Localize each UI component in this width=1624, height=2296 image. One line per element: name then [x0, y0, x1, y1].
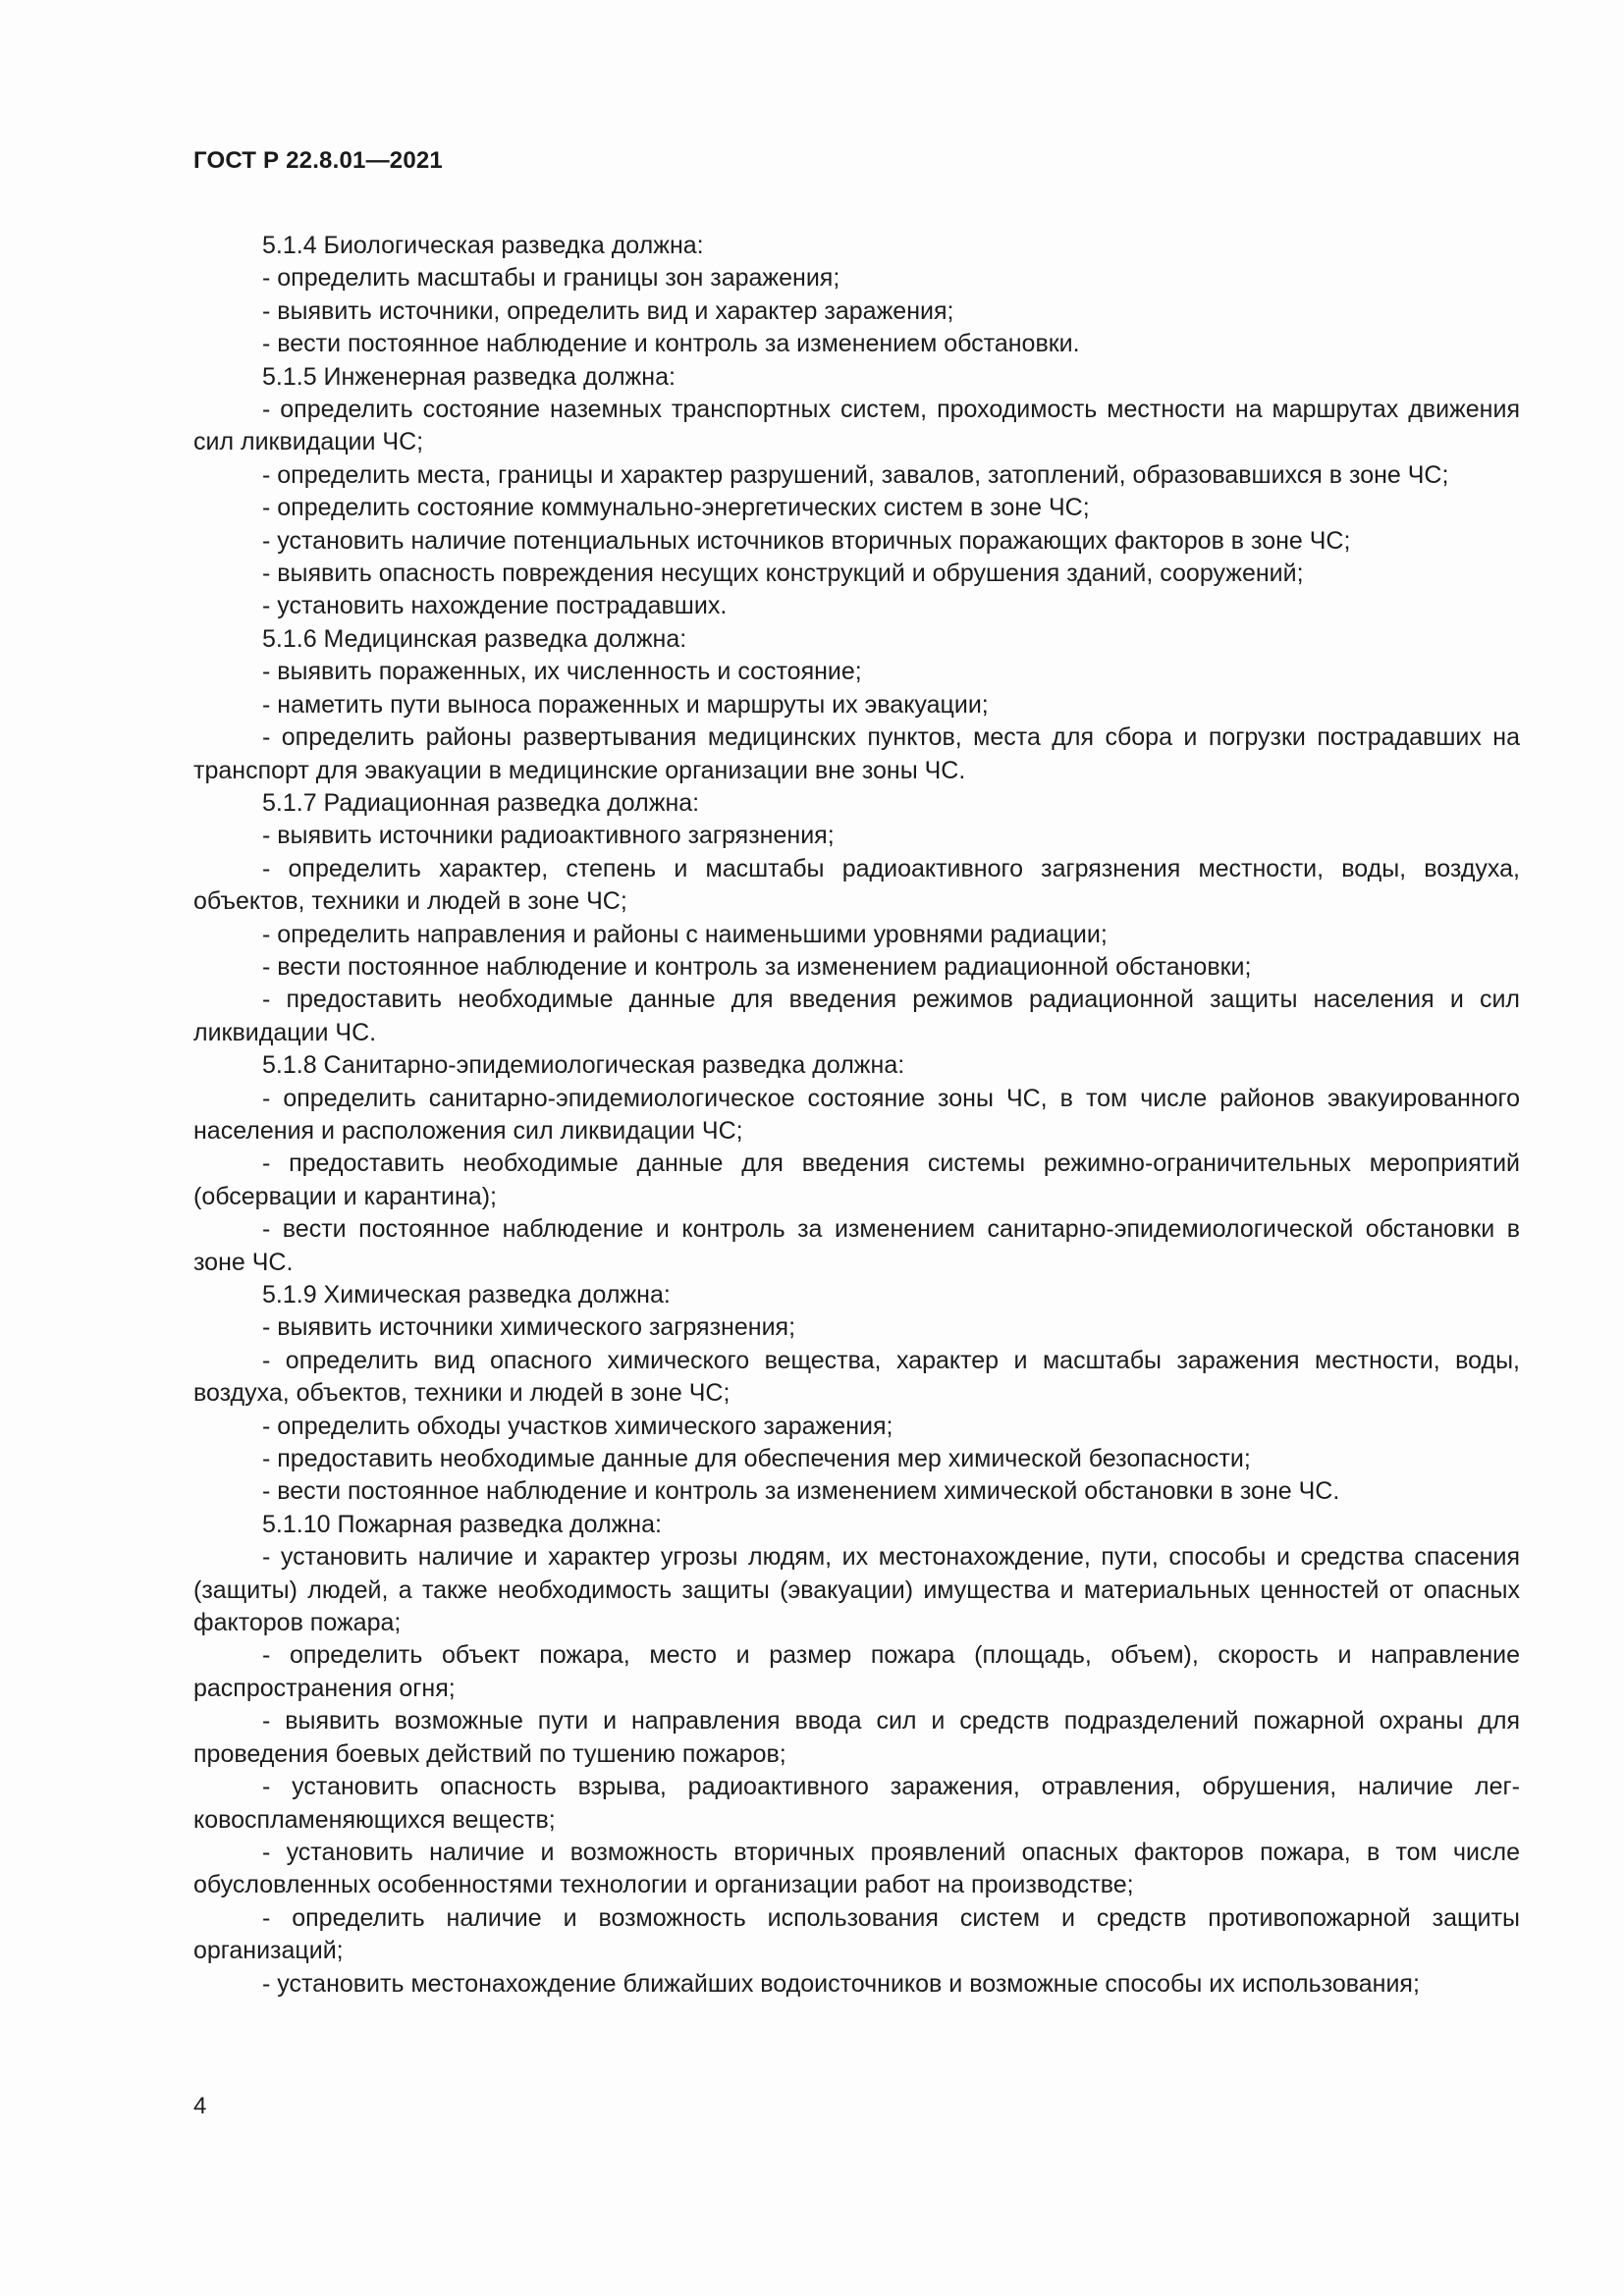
document-header: ГОСТ Р 22.8.01—2021	[193, 147, 443, 174]
list-item: - вести постоянное наблюдение и контроль за изменением санитарно-эпидемиологической обстановки в зоне ЧС.	[193, 1215, 1520, 1276]
list-item: - предоставить необходимые данные для введения системы режимно-ограничительных мероприятий (обсервации и карантина);	[193, 1149, 1520, 1210]
section-heading: 5.1.10 Пожарная разведка должна:	[262, 1510, 662, 1538]
list-item: - установить наличие и характер угрозы людям, их местонахождение, пути, способы и средства спасения (защиты) людей, а также необходимость защиты (эвакуации) имущества и материальных ценностей от опасных факторов пожара;	[193, 1543, 1520, 1637]
section-heading: 5.1.9 Химическая разведка должна:	[262, 1281, 671, 1308]
page-number: 4	[193, 2093, 207, 2119]
list-item: - определить районы развертывания медицинских пунктов, места для сбора и погрузки пострадавших на транспорт для эвакуации в медицинские организации вне зоны ЧС.	[193, 723, 1520, 784]
list-item: - выявить опасность повреждения несущих конструкций и обрушения зданий, сооружений;	[262, 560, 1304, 588]
list-item: - установить опасность взрыва, радиоактивного заражения, отравления, обрушения, наличие легковоспламеняющихся веществ;	[193, 1773, 1520, 1834]
list-item: - вести постоянное наблюдение и контроль за изменением радиационной обстановки;	[262, 952, 1252, 981]
list-item: - установить наличие потенциальных источников вторичных поражающих факторов в зоне ЧС;	[262, 526, 1351, 555]
section-heading: 5.1.4 Биологическая разведка должна:	[262, 232, 704, 259]
list-item: - определить масштабы и границы зон заражения;	[262, 264, 840, 293]
list-item: - установить нахождение пострадавших.	[262, 592, 728, 620]
list-item: - выявить возможные пути и направления ввода сил и средств подразделений пожарной охраны для проведения боевых действий по тушению пожаров;	[193, 1707, 1520, 1768]
document-body	[193, 230, 1520, 2001]
list-item: - определить направления и районы с наименьшими уровнями радиации;	[262, 920, 1108, 948]
list-item: - определить санитарно-эпидемиологическое состояние зоны ЧС, в том числе районов эвакуированного населения и расположения сил ликвидации ЧС;	[193, 1084, 1520, 1145]
list-item: - предоставить необходимые данные для обеспечения мер химической безопасности;	[262, 1445, 1251, 1473]
list-item: - определить места, границы и характер разрушений, завалов, затоплений, образовавшихся в зоне ЧС;	[262, 460, 1449, 489]
list-item: - вести постоянное наблюдение и контроль за изменением обстановки.	[262, 330, 1080, 358]
list-item: - выявить источники, определить вид и характер заражения;	[262, 296, 954, 325]
list-item: - определить состояние коммунально-энергетических систем в зоне ЧС;	[262, 494, 1090, 522]
list-item: - определить состояние наземных транспортных систем, проходимость местности на маршрутах движения сил ликвидации ЧС;	[193, 396, 1520, 456]
list-item: - наметить пути выноса пораженных и маршруты их эвакуации;	[262, 690, 989, 719]
section-heading: 5.1.7 Радиационная разведка должна:	[262, 788, 700, 817]
list-item: - определить объект пожара, место и размер пожара (площадь, объем), скорость и направление распространения огня;	[193, 1641, 1520, 1702]
list-item: - предоставить необходимые данные для введения режимов радиационной защиты населения и сил ликвидации ЧС.	[193, 986, 1520, 1046]
list-item: - выявить пораженных, их численность и состояние;	[262, 658, 862, 686]
section-heading: 5.1.6 Медицинская разведка должна:	[262, 624, 687, 653]
list-item: - установить местонахождение ближайших водоисточников и возможные способы их использования;	[262, 1969, 1420, 1998]
list-item: - вести постоянное наблюдение и контроль за изменением химической обстановки в зоне ЧС.	[262, 1477, 1340, 1506]
list-item: - определить характер, степень и масштабы радиоактивного загрязнения местности, воды, воздуха, объектов, техники и людей в зоне ЧС;	[193, 854, 1520, 916]
section-heading: 5.1.8 Санитарно-эпидемиологическая разведка должна:	[262, 1051, 905, 1080]
list-item: - выявить источники химического загрязнения;	[262, 1313, 796, 1342]
section-heading: 5.1.5 Инженерная разведка должна:	[262, 362, 676, 391]
list-item: - выявить источники радиоактивного загрязнения;	[262, 822, 835, 850]
list-item: - определить наличие и возможность использования систем и средств противопожарной защиты организаций;	[193, 1903, 1520, 1965]
list-item: - определить обходы участков химического заражения;	[262, 1412, 893, 1440]
list-item: - определить вид опасного химического вещества, характер и масштабы заражения местности, воды, воздуха, объектов, техники и людей в зоне ЧС;	[193, 1346, 1520, 1408]
list-item: - установить наличие и возможность вторичных проявлений опасных факторов пожара, в том числе обусловленных особенностями технологии и организации работ на производстве;	[193, 1838, 1520, 1899]
